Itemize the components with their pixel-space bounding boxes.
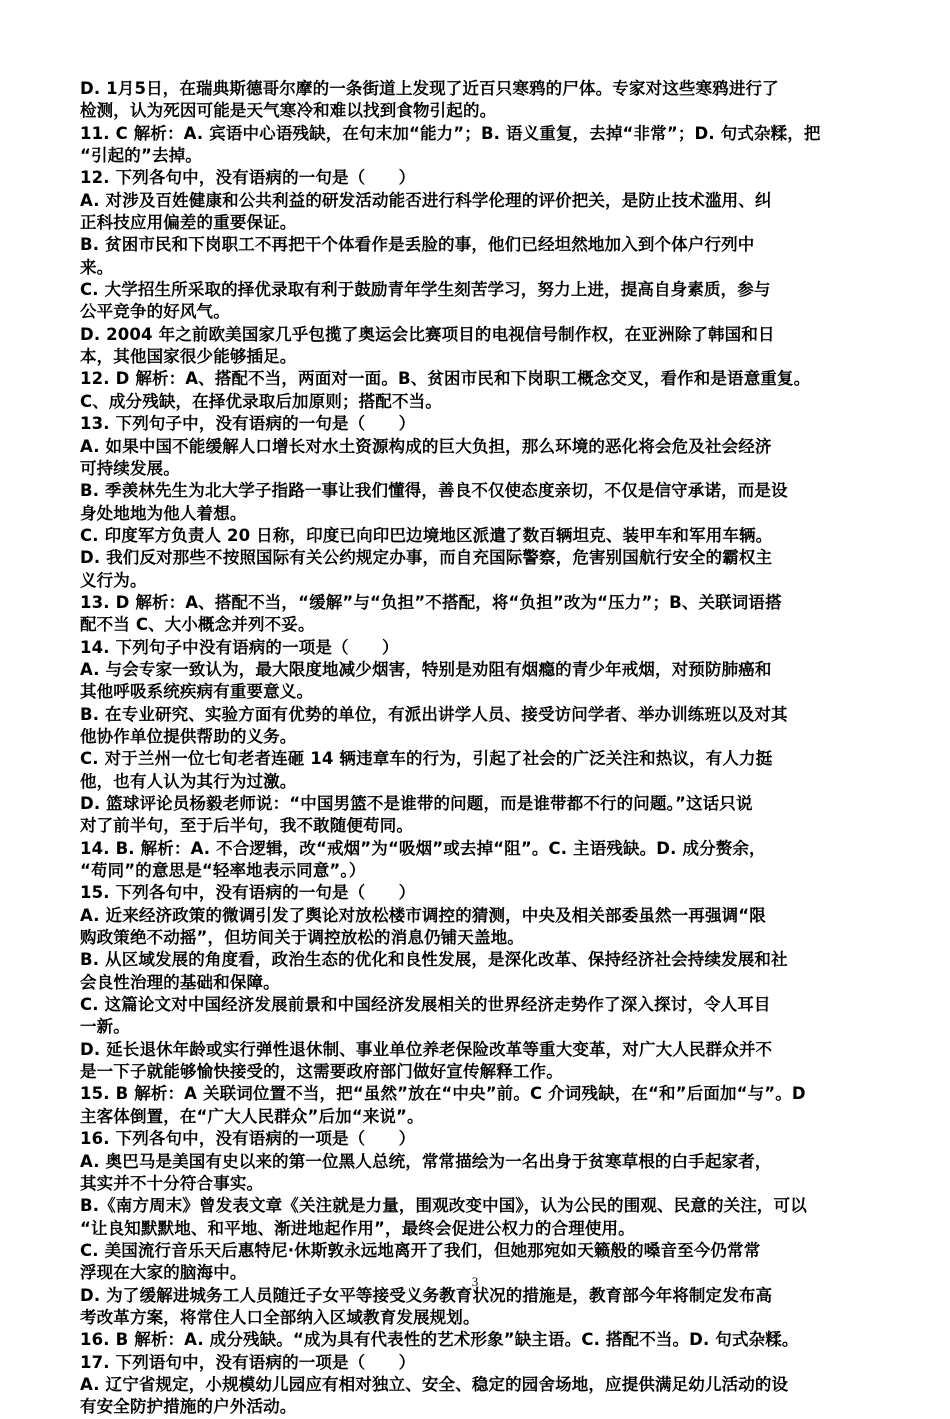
text-line: 其他呼吸系统疾病有重要意义。 [80,682,314,702]
text-line: “引起的”去掉。 [80,146,202,166]
text-line: 13. 下列句子中，没有语病的一句是（ ） [80,414,416,434]
document-body [80,78,875,1419]
page-number: 3 [471,1274,479,1289]
text-line: D. 篮球评论员杨毅老师说：“中国男篮不是谁带的问题，而是谁带都不行的问题。”这话只说 [80,794,753,813]
text-line: C. 印度军方负责人 20 日称，印度已向印巴边境地区派遣了数百辆坦克、装甲车和军用车辆。 [80,525,773,545]
text-line: 15. B 解析：A 关联词位置不当，把“虽然”放在“中央”前。C 介词残缺，在“和”后面加“与”。D [80,1084,806,1104]
text-line: A. 与会专家一致认为，最大限度地减少烟害，特别是劝阻有烟瘾的青少年戒烟，对预防肺癌和 [80,659,772,679]
text-line: 公平竞争的好风气。 [80,302,230,322]
text-line: B. 季羡林先生为北大学子指路一事让我们懂得，善良不仅使态度亲切，不仅是信守承诺，而是设 [80,481,788,501]
text-line: 14. 下列句子中没有语病的一项是（ ） [80,637,399,657]
text-line: 主客体倒置，在“广大人民群众”后加“来说”。 [80,1106,424,1126]
text-line: 配不当 C、大小概念并列不妥。 [80,615,315,635]
text-line: 检测，认为死因可能是天气寒冷和难以找到食物引起的。 [80,101,497,121]
text-line: C、成分残缺，在择优录取后加原则；搭配不当。 [80,391,442,411]
text-line: 13. D 解析：A、搭配不当，“缓解”与“负担”不搭配，将“负担”改为“压力”；B、关联词语搭 [80,592,782,612]
text-line: 义行为。 [80,570,147,590]
text-line: 12. 下列各句中，没有语病的一句是（ ） [80,168,416,188]
text-line: A. 如果中国不能缓解人口增长对水土资源构成的巨大负担，那么环境的恶化将会危及社会经济 [80,436,772,456]
text-line: 他，也有人认为其行为过激。 [80,771,297,791]
text-line: C. 美国流行音乐天后惠特尼·休斯敦永远地离开了我们，但她那宛如天籁般的嗓音至今仍常常 [80,1240,761,1260]
text-line: “苟同”的意思是“轻率地表示同意”。） [80,861,366,881]
text-line: D. 为了缓解进城务工人员随迁子女平等接受义务教育状况的措施是，教育部今年将制定发布高 [80,1285,773,1305]
text-line: D. 我们反对那些不按照国际有关公约规定办事，而自充国际警察，危害别国航行安全的霸权主 [80,548,773,568]
text-line: D. 延长退休年龄或实行弹性退休制、事业单位养老保险改革等重大变革，对广大人民群众并不 [80,1039,773,1059]
text-line: B. 在专业研究、实验方面有优势的单位，有派出讲学人员、接受访问学者、举办训练班以及对其 [80,704,788,724]
text-line: 15. 下列各句中，没有语病的一句是（ ） [80,883,416,903]
text-line: 他协作单位提供帮助的义务。 [80,726,297,746]
text-line: 正科技应用偏差的重要保证。 [80,213,297,233]
text-line: “让良知默默地、和平地、渐进地起作用”，最终会促进公权力的合理使用。 [80,1218,635,1238]
text-line: 一新。 [80,1017,130,1037]
text-line: 有安全防护措施的户外活动。 [80,1397,297,1417]
text-line: 来。 [80,257,114,277]
text-line: 身处地地为他人着想。 [80,503,247,523]
text-line: 对了前半句，至于后半句，我不敢随便苟同。 [80,816,413,836]
text-line: 11. C 解析：A. 宾语中心语残缺，在句末加“能力”；B. 语义重复，去掉“非常”；D. 句式杂糅，把 [80,123,821,143]
text-line: D. 1月5日，在瑞典斯德哥尔摩的一条街道上发现了近百只寒鸦的尸体。专家对这些寒鸦进行了 [80,79,779,98]
text-line: 考改革方案，将常住人口全部纳入区域教育发展规划。 [80,1307,480,1327]
text-line: 12. D 解析：A、搭配不当，两面对一面。B、贫困市民和下岗职工概念交叉，看作和是语意重复。 [80,369,811,389]
text-line: C. 大学招生所采取的择优录取有利于鼓励青年学生刻苦学习，努力上进，提高自身素质，参与 [80,280,771,300]
text-line: C. 这篇论文对中国经济发展前景和中国经济发展相关的世界经济走势作了深入探讨，令人耳目 [80,995,771,1015]
text-line: B. 贫困市民和下岗职工不再把干个体看作是丢脸的事，他们已经坦然地加入到个体户行列中 [80,235,755,255]
text-line: A. 近来经济政策的微调引发了舆论对放松楼市调控的猜测，中央及相关部委虽然一再强调“限 [80,905,766,925]
text-line: D. 2004 年之前欧美国家几乎包揽了奥运会比赛项目的电视信号制作权，在亚洲除了韩国和日 [80,324,775,344]
text-line: 16. 下列各句中，没有语病的一项是（ ） [80,1129,416,1149]
text-line: A. 奥巴马是美国有史以来的第一位黑人总统，常常描绘为一名出身于贫寒草根的白手起家者， [80,1151,772,1171]
text-line: A. 辽宁省规定，小规模幼儿园应有相对独立、安全、稳定的园舍场地，应提供满足幼儿活动的设 [80,1374,789,1394]
text-line: 本，其他国家很少能够插足。 [80,347,297,367]
text-line: B.《南方周末》曾发表文章《关注就是力量，围观改变中国》，认为公民的围观、民意的关注，可以 [80,1196,807,1216]
text-line: 16. B 解析：A. 成分残缺。“成为具有代表性的艺术形象”缺主语。C. 搭配不当。D. 句式杂糅。 [80,1330,799,1350]
text-line: 购政策绝不动摇”，但坊间关于调控放松的消息仍铺天盖地。 [80,928,524,948]
text-line: C. 对于兰州一位七旬老者连砸 14 辆违章车的行为，引起了社会的广泛关注和热议，有人力挺 [80,749,773,769]
text-line: A. 对涉及百姓健康和公共利益的研发活动能否进行科学伦理的评价把关，是防止技术滥用、纠 [80,190,772,210]
text-line: 14. B. 解析：A. 不合逻辑，改“戒烟”为“吸烟”或去掉“阻”。C. 主语残缺。D. 成分赘余， [80,838,766,858]
text-line: B. 从区域发展的角度看，政治生态的优化和良性发展，是深化改革、保持经济社会持续发展和社 [80,950,788,970]
text-line: 浮现在大家的脑海中。 [80,1263,247,1283]
text-line: 17. 下列语句中，没有语病的一项是（ ） [80,1352,416,1372]
text-line: 其实并不十分符合事实。 [80,1173,264,1193]
text-line: 可持续发展。 [80,458,180,478]
text-line: 会良性治理的基础和保障。 [80,972,280,992]
text-line: 是一下子就能够愉快接受的，这需要政府部门做好宣传解释工作。 [80,1062,563,1082]
